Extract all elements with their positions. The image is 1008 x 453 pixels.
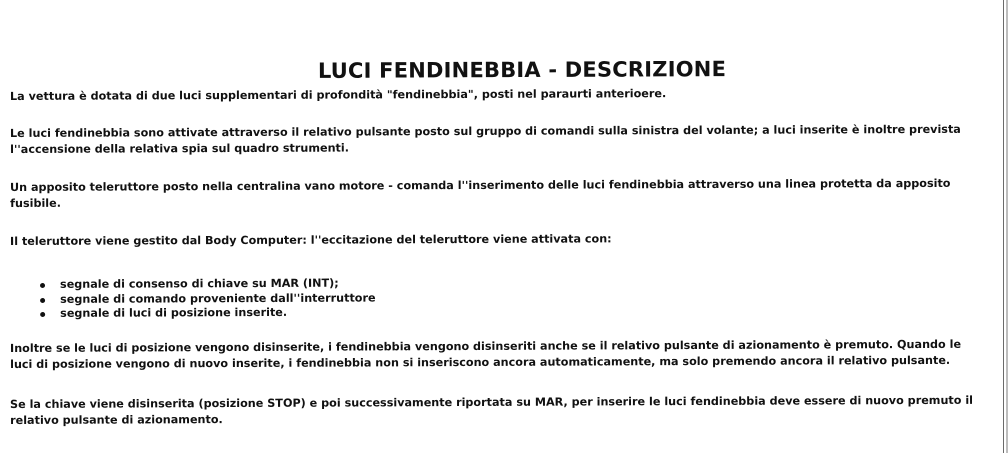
paragraph-position-lights: Inoltre se le luci di posizione vengono disinserite, i fendinebbia vengono disinseriti anche se il relativo pulsante di azionamento è premuto. Quando le luci di posizione vengono di nuovo inserite, i fendinebbia non si inseriscono ancora automaticamente, ma solo premendo ancora il relativo pulsante. [10, 337, 962, 371]
list-item-text: segnale di comando proveniente dall''interruttore [60, 291, 376, 306]
bullet-icon [40, 297, 45, 302]
paragraph-key-stop: Se la chiave viene disinserita (posizione STOP) e poi successivamente riportata su MAR, per inserire le luci fendinebbia deve essere di nuovo premuto il relativo pulsante di azionamento. [10, 393, 974, 427]
list-item-text: segnale di luci di posizione inserite. [60, 305, 288, 320]
list-item [38, 306, 376, 322]
bullet-icon [40, 312, 45, 317]
list-item-text: segnale di consenso di chiave su MAR (INT); [59, 276, 339, 291]
paragraph-activation: Le luci fendinebbia sono attivate attraverso il relativo pulsante posto sul gruppo di comandi sulla sinistra del volante; a luci inserite è inoltre prevista l''accensione della relativa spia sul quadro strumenti. [10, 122, 961, 156]
paragraph-body-computer: Il teleruttore viene gestito dal Body Computer: l''eccitazione del teleruttore viene attivata con: [10, 232, 612, 248]
paragraph-intro: La vettura è dotata di due luci supplementari di profondità "fendinebbia", posti nel paraurti anterioere. [10, 87, 667, 103]
list-item [38, 291, 376, 307]
paragraph-relay: Un apposito teleruttore posto nella centralina vano motore - comanda l''inserimento delle luci fendinebbia attraverso una linea protetta da apposito fusibile. [10, 176, 951, 210]
list-item [38, 277, 376, 293]
page-title: LUCI FENDINEBBIA - DESCRIZIONE [317, 57, 727, 83]
bullet-icon [40, 283, 45, 288]
conditions-list [38, 277, 376, 322]
